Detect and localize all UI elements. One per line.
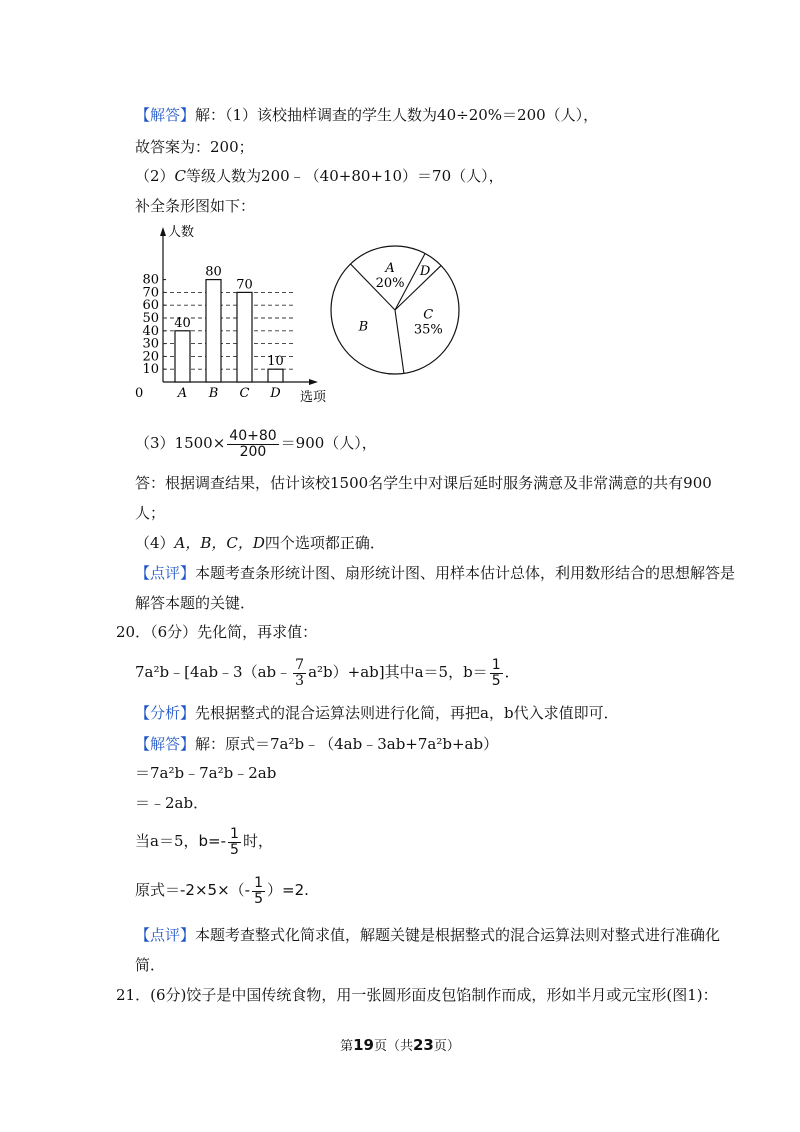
q20-analysis-text: 先根据整式的混合运算法则进行化简，再把a，b代入求值即可． xyxy=(195,704,619,722)
sol19-line2: 故答案为：200； xyxy=(135,138,254,156)
q20-result xyxy=(135,870,309,910)
q20-answer-3: ＝﹣2ab． xyxy=(135,794,209,812)
y-tick-label: 30 xyxy=(142,336,159,352)
sol19-comment-1: 本题考查条形统计图、扇形统计图、用样本估计总体，利用数形结合的思想解答是 xyxy=(195,564,736,582)
q20-expr-end: ． xyxy=(504,663,520,681)
sol19-line1-text: 解：（1）该校抽样调查的学生人数为40÷20%＝200（人）， xyxy=(195,106,599,124)
fraction xyxy=(293,658,306,689)
q20-result-a: 原式＝ xyxy=(135,881,181,899)
q20-expr-a: 7a²b﹣[4ab﹣3（ab﹣ xyxy=(135,663,292,681)
sol19-line8-a: （4） xyxy=(135,534,175,552)
sol19-line5-a: （3）1500× xyxy=(135,434,226,452)
fraction-denominator: 5 xyxy=(230,841,239,858)
q20-substitution xyxy=(135,821,273,861)
fraction xyxy=(228,827,241,858)
x-tick-label: C xyxy=(239,386,250,401)
footer-mid: 页（共 xyxy=(373,1039,413,1054)
q20-answer-2: ＝7a²b﹣7a²b﹣2ab xyxy=(135,764,277,782)
q20-comment xyxy=(135,925,720,945)
y-tick-label: 50 xyxy=(142,311,159,326)
q20-when-b: b=- xyxy=(198,832,227,850)
y-tick-label: 80 xyxy=(142,272,159,288)
pie-slice-label-C: C xyxy=(423,307,434,323)
page-footer xyxy=(0,1035,800,1054)
sol19-comment xyxy=(135,563,735,583)
q20-result-c: ）=2. xyxy=(267,881,309,899)
fraction xyxy=(490,658,503,689)
x-axis-label: 选项 xyxy=(300,390,327,405)
y-tick-label: 20 xyxy=(142,349,159,365)
answer-tag: 【解答】 xyxy=(135,106,196,124)
fraction-numerator: 1 xyxy=(491,656,501,673)
x-tick-label: D xyxy=(270,386,281,401)
q21-title: 21．(6分)饺子是中国传统食物，用一张圆形面皮包馅制作而成，形如半月或元宝形(图1)： xyxy=(116,986,718,1004)
fraction-denominator: 5 xyxy=(491,672,501,689)
q20-when-a: 当a＝5， xyxy=(135,832,199,850)
bar-value-label: 40 xyxy=(174,315,191,331)
footer-post: 页） xyxy=(433,1039,460,1054)
sol19-line3-b: 等级人数为200﹣（40+80+10）＝70（人）， xyxy=(186,167,504,185)
sol19-line6: 答：根据调查结果，估计该校1500名学生中对课后延时服务满意及非常满意的共有900 xyxy=(135,474,712,492)
sol19-line8 xyxy=(135,533,385,553)
pie-slice-percent-A: 20% xyxy=(375,276,405,292)
y-tick-label: 40 xyxy=(142,323,159,339)
pie-chart xyxy=(325,225,465,375)
q20-expr-b: a²b）+ab]其中a＝5，b＝ xyxy=(308,663,488,681)
y-tick-label: 70 xyxy=(142,285,159,301)
fraction-numerator: 7 xyxy=(295,656,305,673)
y-tick-label: 0 xyxy=(135,386,144,401)
fraction-denominator: 3 xyxy=(295,672,305,689)
sol19-line3-var: C xyxy=(174,167,187,185)
sol19-line7: 人； xyxy=(135,504,166,522)
analysis-tag: 【分析】 xyxy=(135,704,196,722)
q20-when-c: 时， xyxy=(242,832,273,850)
footer-total: 23 xyxy=(413,1036,434,1054)
pie-slice-label-A: A xyxy=(385,261,395,277)
answer-tag: 【解答】 xyxy=(135,735,196,753)
bar-A xyxy=(175,331,190,382)
bar-D xyxy=(268,369,283,382)
q20-comment-2: 简． xyxy=(135,956,166,974)
sol19-line8-b: 四个选项都正确． xyxy=(264,534,385,552)
fraction xyxy=(252,876,265,907)
sol19-line4: 补全条形图如下： xyxy=(135,197,256,215)
x-tick-label: B xyxy=(208,386,219,401)
comment-tag: 【点评】 xyxy=(135,926,196,944)
x-axis-arrow xyxy=(309,379,318,385)
pie-slice-label-B: B xyxy=(358,319,369,335)
x-tick-label: A xyxy=(177,386,188,401)
q20-answer-1-text: 解：原式＝7a²b﹣（4ab﹣3ab+7a²b+ab） xyxy=(195,735,499,753)
sol19-line8-vars: A，B，C，D xyxy=(174,534,265,552)
pie-slice-label-D: D xyxy=(419,264,431,280)
q20-title: 20．（6分）先化简，再求值： xyxy=(116,623,318,641)
y-axis-arrow xyxy=(160,227,166,236)
sol19-line1 xyxy=(135,105,598,125)
bar-value-label: 10 xyxy=(267,354,284,370)
fraction xyxy=(227,429,278,460)
sol19-line3-a: （2） xyxy=(135,167,175,185)
fraction-denominator: 5 xyxy=(254,890,263,907)
q20-comment-1: 本题考查整式化简求值，解题关键是根据整式的混合运算法则对整式进行准确化 xyxy=(195,926,721,944)
bar-B xyxy=(206,280,221,382)
bar-value-label: 80 xyxy=(205,264,222,280)
y-axis-label: 人数 xyxy=(168,225,195,240)
pie-slice-percent-C: 35% xyxy=(413,322,443,338)
footer-pre: 第 xyxy=(340,1039,354,1054)
y-tick-label: 60 xyxy=(142,298,159,314)
y-tick-label: 10 xyxy=(142,362,159,378)
sol19-line5-b: ＝900（人）， xyxy=(280,434,377,452)
fraction-denominator: 200 xyxy=(239,443,267,460)
q20-answer-1 xyxy=(135,734,498,754)
comment-tag: 【点评】 xyxy=(135,564,196,582)
sol19-line3 xyxy=(135,166,504,186)
bar-C xyxy=(237,292,252,382)
sol19-comment-2: 解答本题的关键． xyxy=(135,594,256,612)
fraction-numerator: 40+80 xyxy=(229,427,277,444)
bar-chart xyxy=(135,222,335,406)
footer-page: 19 xyxy=(353,1036,374,1054)
sol19-line5 xyxy=(135,425,377,461)
fraction-numerator: 1 xyxy=(254,874,263,891)
bar-value-label: 70 xyxy=(236,277,253,293)
q20-analysis xyxy=(135,703,619,723)
q20-expression xyxy=(135,652,520,692)
q20-result-b: -2×5×（- xyxy=(180,881,251,899)
fraction-numerator: 1 xyxy=(230,825,239,842)
